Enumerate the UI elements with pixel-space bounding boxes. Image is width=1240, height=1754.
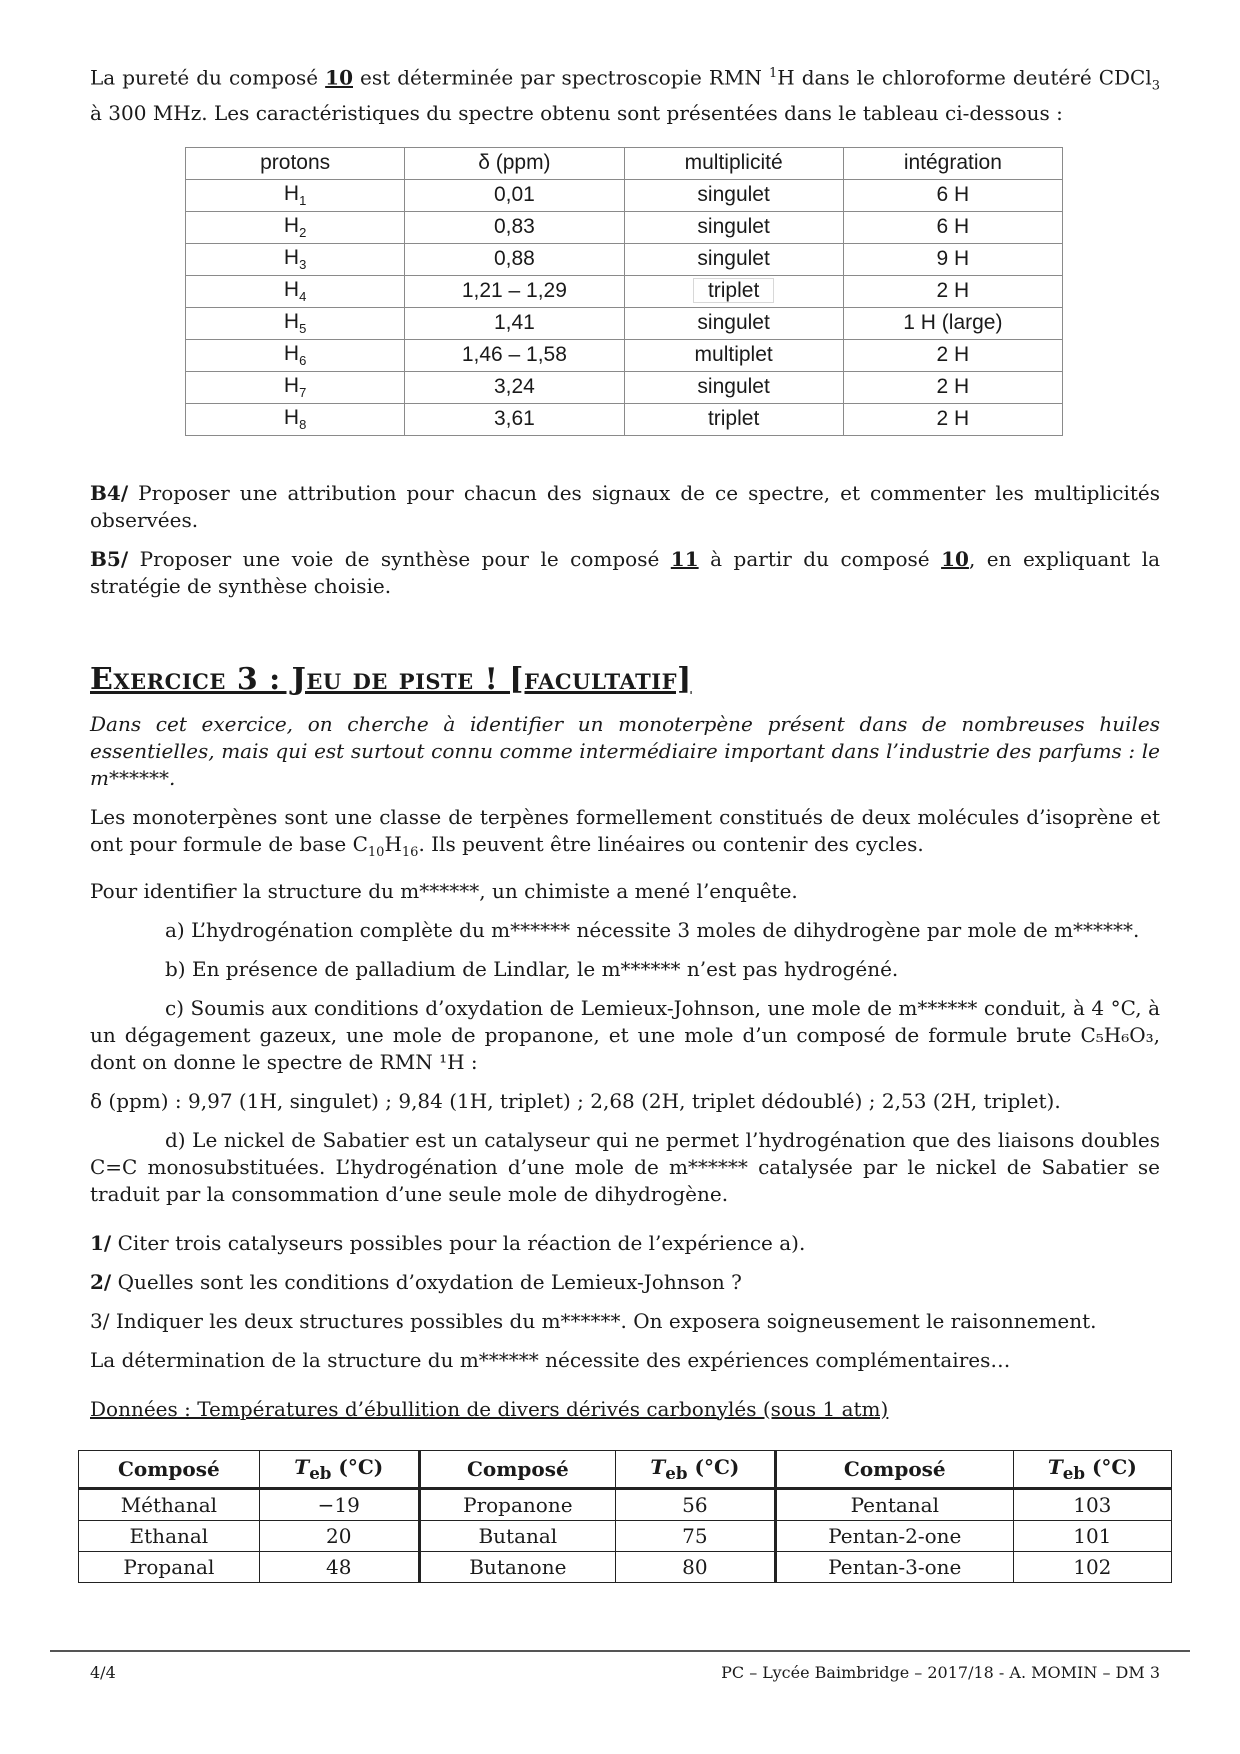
table-row: $H_7$ 3,24 singulet 2 H [186,371,1063,403]
table-row: $H_2$ 0,83 singulet 6 H [186,211,1063,243]
boiling-points-table [78,1450,1172,1583]
conclusion: La détermination de la structure du m****** nécessite des expériences complémentaires… [90,1347,1011,1372]
data-title: Données : Températures d’ébullition de divers dérivés carbonylés (sous 1 atm) [90,1396,889,1421]
question-b4: B4/ Proposer une attribution pour chacun des signaux de ce spectre, et commenter les multiplicités observées. [90,480,1160,532]
question-3: 3/ Indiquer les deux structures possibles du m******. On exposera soigneusement le raisonnement. [90,1308,1097,1333]
table-row: Propanal 48 Butanone 80 Pentan-3-one 102 [79,1552,1172,1583]
table-row: Ethanal 20 Butanal 75 Pentan-2-one 101 [79,1521,1172,1552]
experiment-d: d) Le nickel de Sabatier est un catalyseur qui ne permet l’hydrogénation que des liaisons doubles C=C monosubstituées. L’hydrogénation d’une mole de m****** catalysée par le nickel de Sabatier se traduit par la consommation d’une seule mole de dihydrogène. [90,1127,1160,1206]
nmr-data-line: δ (ppm) : 9,97 (1H, singulet) ; 9,84 (1H, triplet) ; 2,68 (2H, triplet dédoublé) ; 2,53 (2H, triplet). [90,1088,1061,1113]
footer-divider [50,1650,1190,1652]
table-row: $H_1$ 0,01 singulet 6 H [186,179,1063,211]
experiment-b: b) En présence de palladium de Lindlar, le m****** n’est pas hydrogéné. [165,956,899,981]
question-2: 2/ Quelles sont les conditions d’oxydation de Lemieux-Johnson ? [90,1269,742,1294]
table-row: $H_6$ 1,46 – 1,58 multiplet 2 H [186,339,1063,371]
page-content [90,60,1161,1579]
investigation-intro: Pour identifier la structure du m******, un chimiste a mené l’enquête. [90,878,798,903]
nmr-intro: La pureté du composé 10 est déterminée par spectroscopie RMN $^1$H dans le chloroforme deutéré CDCl$_3$ à 300 MHz. Les caractéristiques du spectre obtenu sont présentées dans le tableau ci-dessous : [90,65,1161,125]
table-row: Méthanal −19 Propanone 56 Pentanal 103 [79,1489,1172,1521]
footer-credit: PC – Lycée Baimbridge – 2017/18 - A. MOMIN – DM 3 [721,1663,1160,1682]
question-b5: B5/ Proposer une voie de synthèse pour le composé 11 à partir du composé 10, en expliquant la stratégie de synthèse choisie. [90,546,1161,598]
teb-header-row: Composé $T_{eb}$ (°C) Composé $T_{eb}$ (°C) Composé $T_{eb}$ (°C) [79,1451,1172,1489]
question-1: 1/ Citer trois catalyseurs possibles pour la réaction de l’expérience a). [90,1230,806,1255]
experiment-a: a) L’hydrogénation complète du m****** nécessite 3 moles de dihydrogène par mole de m******. [165,917,1140,942]
monoterpene-definition: Les monoterpènes sont une classe de terpènes formellement constitués de deux molécules d’isoprène et ont pour formule de base $C_{10}H_{16}$. Ils peuvent être linéaires ou contenir des cycles. [90,804,1160,860]
table-row: $H_5$ 1,41 singulet 1 H (large) [186,307,1063,339]
nmr-header-cell: multiplicité [624,147,843,179]
table-row: $H_8$ 3,61 triplet 2 H [186,403,1063,435]
page-number: 4/4 [90,1663,116,1682]
nmr-table [185,147,1063,436]
table-row: $H_3$ 0,88 singulet 9 H [186,243,1063,275]
nmr-header-cell: intégration [843,147,1062,179]
nmr-header-cell: δ (ppm) [405,147,624,179]
nmr-header-row [186,147,1063,179]
table-row: $H_4$ 1,21 – 1,29 triplet 2 H [186,275,1063,307]
exercise-intro: Dans cet exercice, on cherche à identifier un monoterpène présent dans de nombreuses huiles essentielles, mais qui est surtout connu comme intermédiaire important dans l’industrie des parfums : le m******. [90,711,1160,790]
exercise-title: Exercice 3 : Jeu de piste ! [facultatif] [90,661,692,697]
nmr-header-cell: protons [186,147,405,179]
experiment-c: c) Soumis aux conditions d’oxydation de Lemieux-Johnson, une mole de m****** conduit, à 4 °C, à un dégagement gazeux, une mole de propanone, et une mole d’un composé de formule brute C₅H₆O₃, dont on donne le spectre de RMN ¹H : [90,995,1160,1074]
